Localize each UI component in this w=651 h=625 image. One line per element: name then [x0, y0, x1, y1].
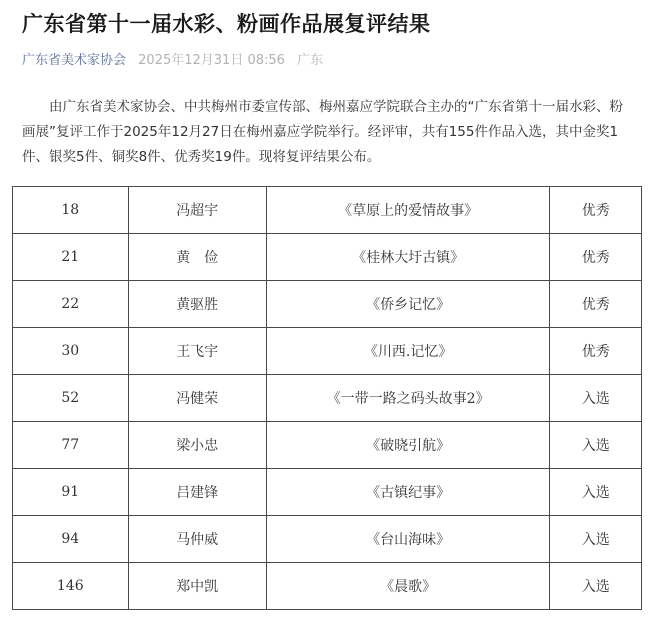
entry-number-cell: 21	[13, 234, 129, 281]
artist-name-cell: 王飞宇	[128, 328, 266, 375]
artist-name-cell: 黄驱胜	[128, 281, 266, 328]
article-meta	[22, 49, 323, 68]
intro-paragraph: 由广东省美术家协会、中共梅州市委宣传部、梅州嘉应学院联合主办的“广东省第十一届水彩、粉画展”复评工作于2025年12月27日在梅州嘉应学院举行。经评审，共有155件作品入选，其中金奖1件、银奖5件、铜奖8件、优秀奖19件。现将复评结果公布。	[22, 99, 623, 165]
artist-name-cell: 冯健荣	[128, 375, 266, 422]
award-cell: 优秀	[550, 328, 642, 375]
award-cell: 优秀	[550, 281, 642, 328]
award-cell: 入选	[550, 422, 642, 469]
entry-number-cell: 146	[13, 563, 129, 610]
work-title-cell: 《草原上的爱情故事》	[266, 187, 550, 234]
award-cell: 入选	[550, 516, 642, 563]
artist-name-cell: 梁小忠	[128, 422, 266, 469]
entry-number-cell: 30	[13, 328, 129, 375]
artist-name-cell: 冯超宇	[128, 187, 266, 234]
table-row	[13, 187, 642, 234]
results-table	[12, 186, 642, 610]
publish-location: 广东	[297, 53, 324, 68]
table-row	[13, 469, 642, 516]
table-row	[13, 422, 642, 469]
work-title-cell: 《台山海味》	[266, 516, 550, 563]
artist-name-cell: 郑中凯	[128, 563, 266, 610]
table-row	[13, 281, 642, 328]
artist-name-cell: 黄 俭	[128, 234, 266, 281]
entry-number-cell: 22	[13, 281, 129, 328]
work-title-cell: 《桂林大圩古镇》	[266, 234, 550, 281]
author-link[interactable]: 广东省美术家协会	[22, 53, 127, 68]
work-title-cell: 《侨乡记忆》	[266, 281, 550, 328]
table-row	[13, 375, 642, 422]
work-title-cell: 《晨歌》	[266, 563, 550, 610]
work-title-cell: 《川西.记忆》	[266, 328, 550, 375]
article-title: 广东省第十一届水彩、粉画作品展复评结果	[22, 12, 431, 36]
work-title-cell: 《破晓引航》	[266, 422, 550, 469]
entry-number-cell: 91	[13, 469, 129, 516]
entry-number-cell: 77	[13, 422, 129, 469]
award-cell: 入选	[550, 375, 642, 422]
award-cell: 入选	[550, 563, 642, 610]
artist-name-cell: 马仲威	[128, 516, 266, 563]
table-row	[13, 234, 642, 281]
award-cell: 优秀	[550, 234, 642, 281]
award-cell: 入选	[550, 469, 642, 516]
results-table-body	[13, 187, 642, 610]
work-title-cell: 《一带一路之码头故事2》	[266, 375, 550, 422]
entry-number-cell: 18	[13, 187, 129, 234]
entry-number-cell: 52	[13, 375, 129, 422]
table-row	[13, 328, 642, 375]
artist-name-cell: 吕建锋	[128, 469, 266, 516]
award-cell: 优秀	[550, 187, 642, 234]
publish-date: 2025年12月31日 08:56	[138, 53, 285, 68]
table-row	[13, 516, 642, 563]
table-row	[13, 563, 642, 610]
entry-number-cell: 94	[13, 516, 129, 563]
work-title-cell: 《古镇纪事》	[266, 469, 550, 516]
